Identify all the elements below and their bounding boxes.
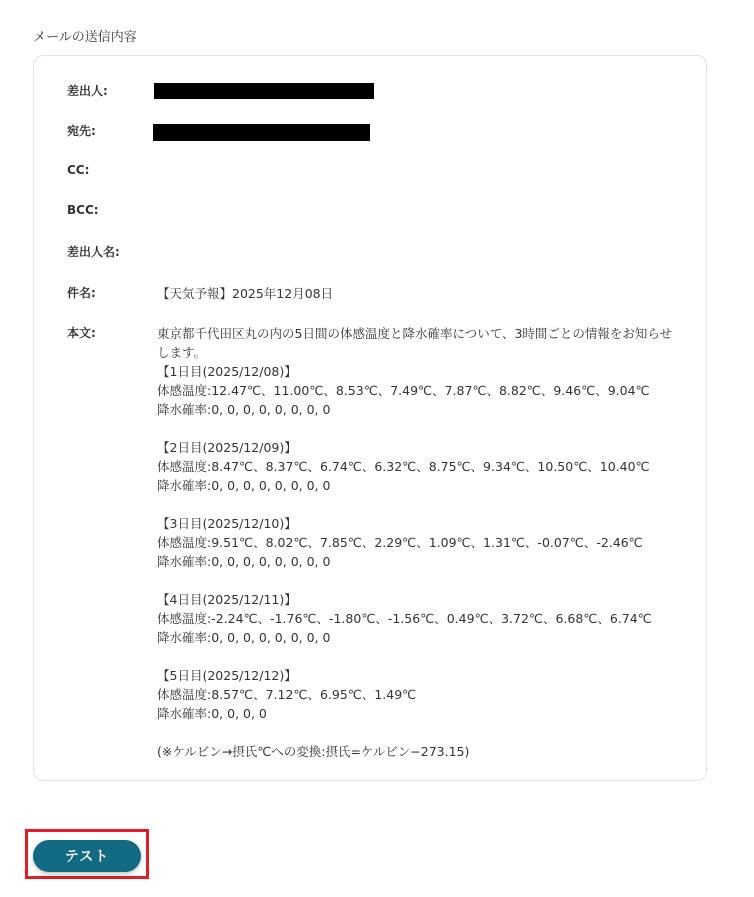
to-redacted-value	[153, 124, 370, 141]
body-label: 本文:	[67, 326, 96, 340]
to-label: 宛先:	[67, 124, 96, 138]
from-label: 差出人:	[67, 84, 108, 98]
section-title: メールの送信内容	[33, 30, 137, 45]
from-redacted-value	[154, 83, 374, 99]
subject-value: 【天気予報】2025年12月08日	[157, 286, 334, 301]
bcc-label: BCC:	[67, 203, 99, 217]
cc-label: CC:	[67, 163, 90, 177]
sender-name-label: 差出人名:	[67, 245, 120, 259]
body-value: 東京都千代田区丸の内の5日間の体感温度と降水確率について、3時間ごとの情報をお知らせ します。 【1日目(2025/12/08)】 体感温度:12.47℃、11.00℃、8.53℃、7.49℃、7.87℃、8.82℃、9.46℃、9.04℃ 降水確率:0, 0, 0, 0, 0, 0, 0, 0 【2日目(2025/12/09)】 体感温度:8.47℃、8.37℃、6.74℃、6.32℃、8.75℃、9.34℃、10.50℃、10.40℃ 降水確率:0, 0, 0, 0, 0, 0, 0, 0 【3日目(2025/12/10)】 体感温度:9.51℃、8.02℃、7.85℃、2.29℃、1.09℃、1.31℃、-0.07℃、-2.46℃ 降水確率:0, 0, 0, 0, 0, 0, 0, 0 【4日目(2025/12/11)】 体感温度:-2.24℃、-1.76℃、-1.80℃、-1.56℃、0.49℃、3.72℃、6.68℃、6.74℃ 降水確率:0, 0, 0, 0, 0, 0, 0, 0 【5日目(2025/12/12)】 体感温度:8.57℃、7.12℃、6.95℃、1.49℃ 降水確率:0, 0, 0, 0 (※ケルビン→摂氏℃への変換:摂氏=ケルビン−273.15)	[157, 326, 673, 759]
test-button[interactable]: テスト	[33, 840, 141, 872]
subject-label: 件名:	[67, 286, 96, 300]
email-content-card	[33, 55, 707, 781]
